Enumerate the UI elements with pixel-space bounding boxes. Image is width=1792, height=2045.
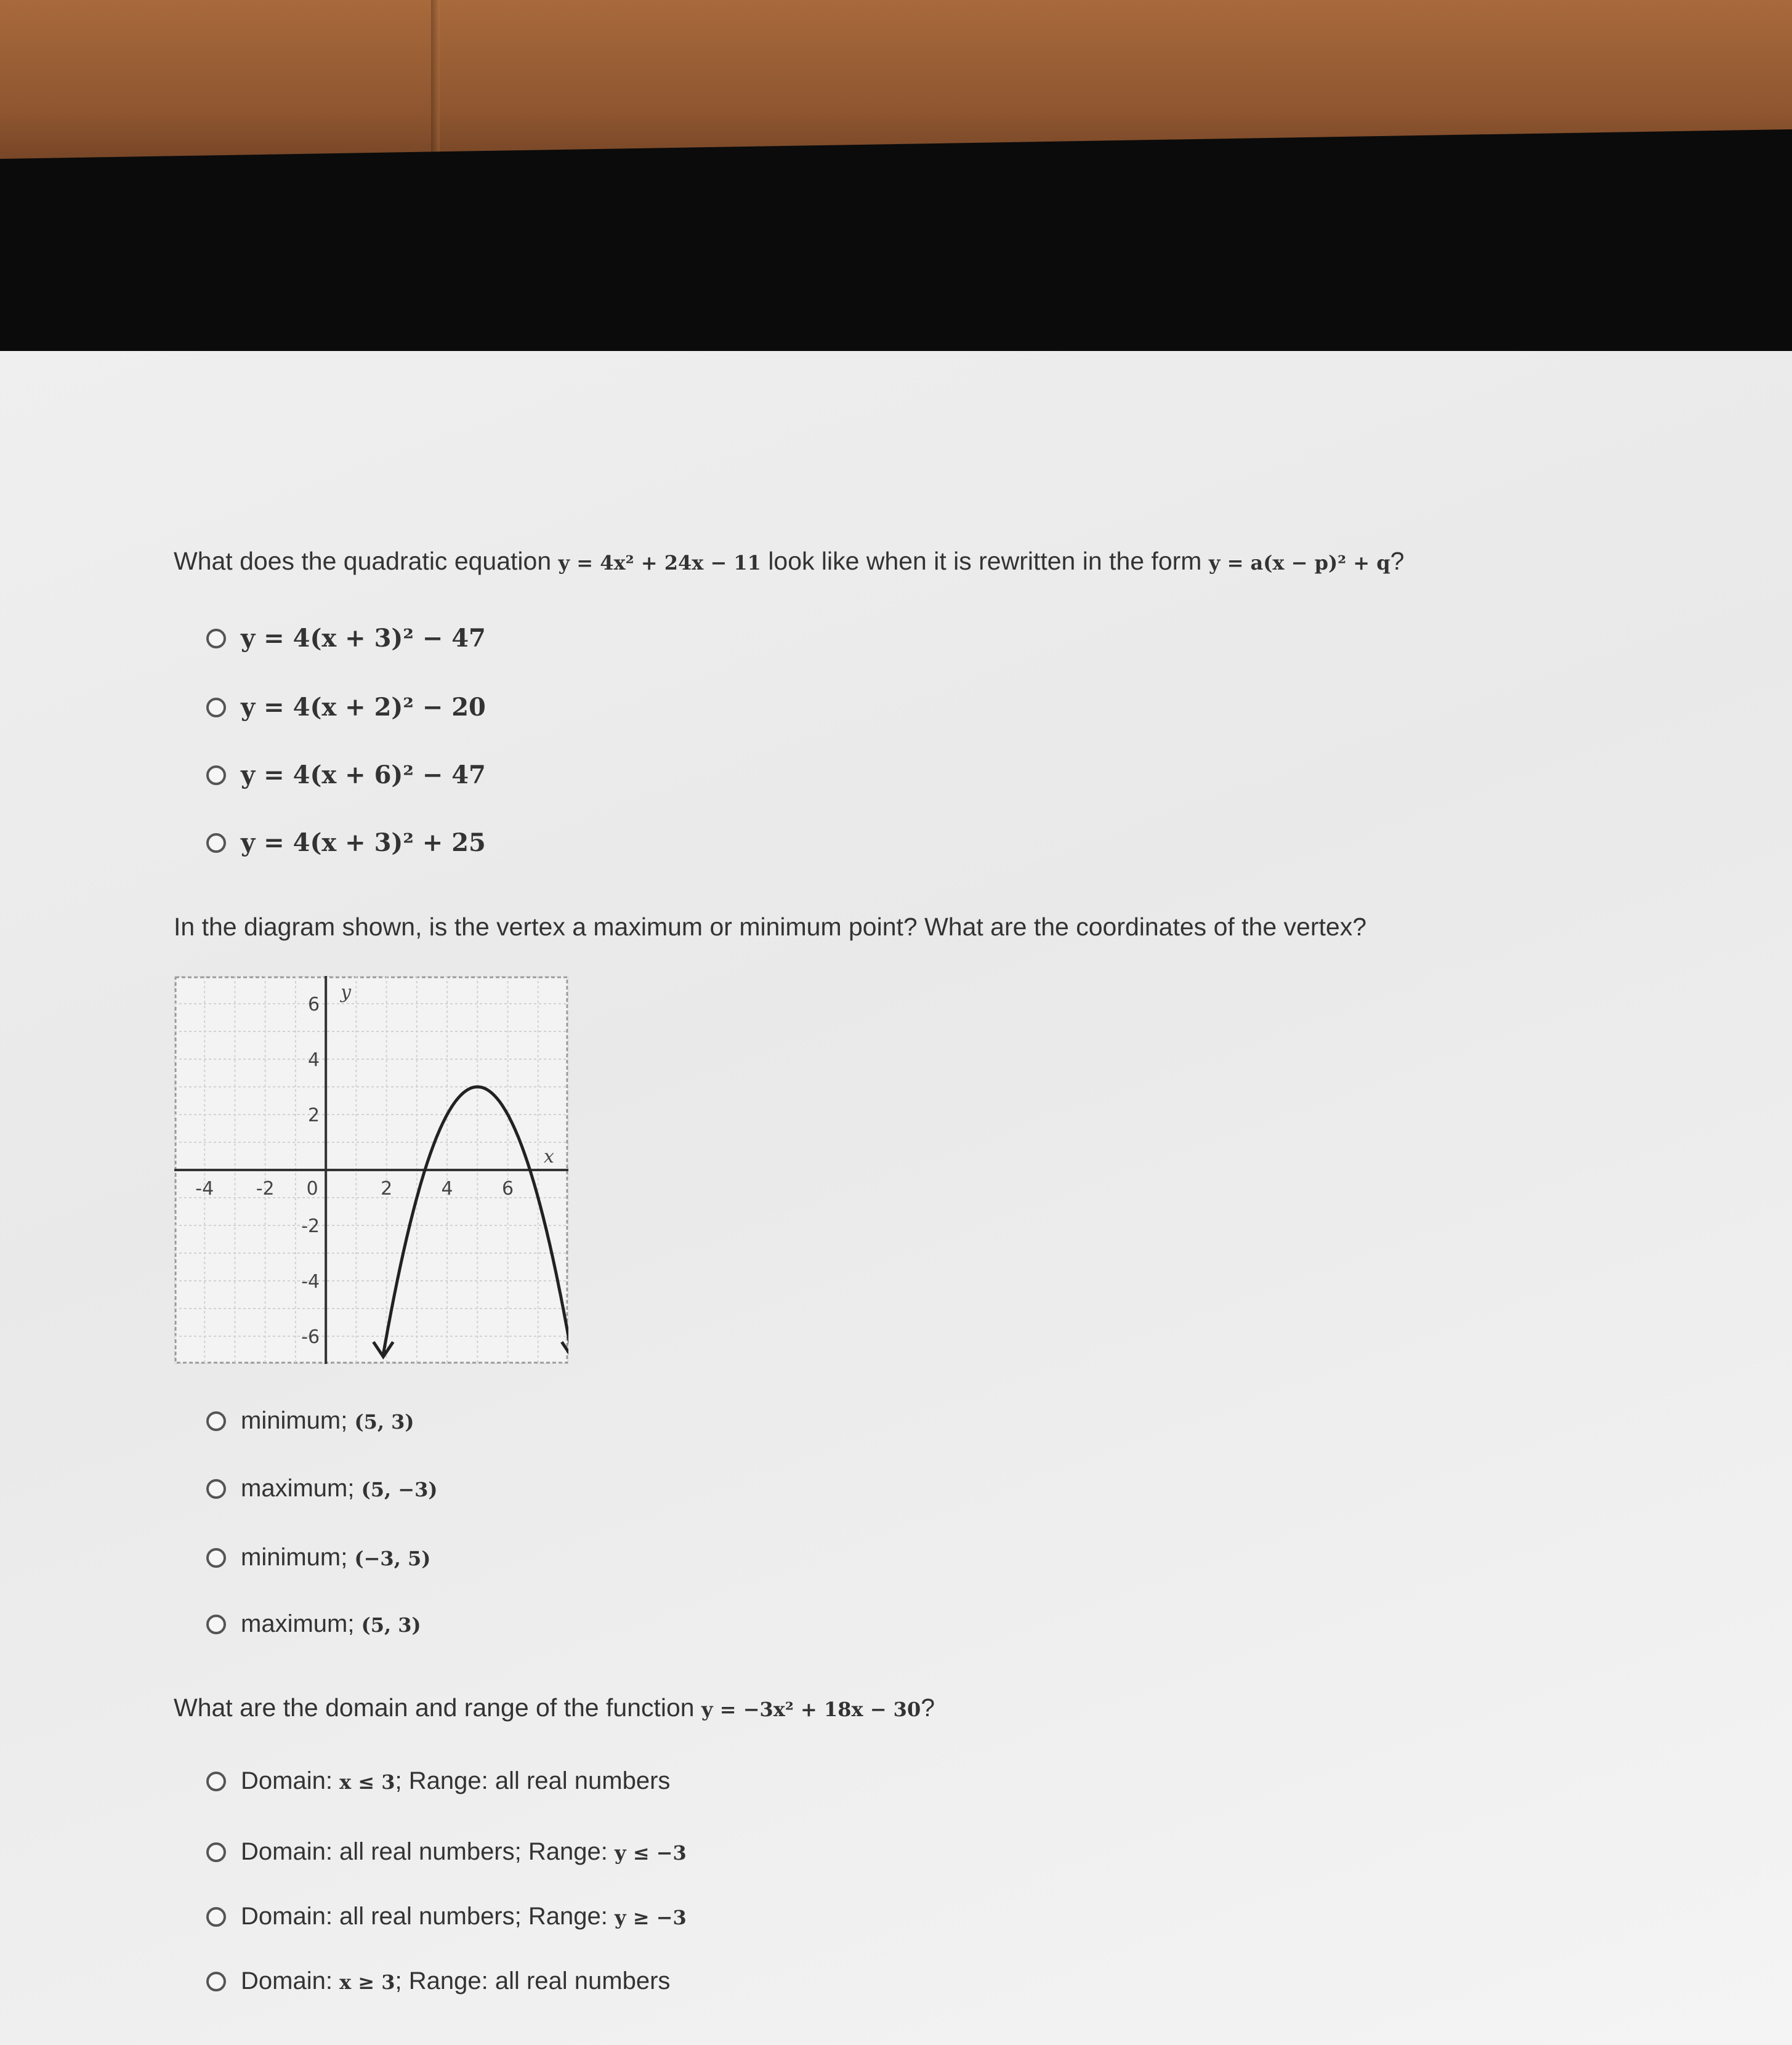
x-axis-label: x: [544, 1146, 554, 1168]
q3-option-text: ; Range: all real numbers: [395, 1767, 671, 1794]
x-tick-label: -2: [256, 1178, 275, 1200]
q1-option-label: y = 4(x + 3)² − 47: [241, 624, 486, 653]
q3-option-text: Domain: all real numbers; Range:: [241, 1838, 608, 1865]
q3-option-math: x ≥ 3: [339, 1970, 395, 1994]
y-tick-label: -4: [301, 1271, 320, 1293]
question-1-form: y = a(x − p)² + q: [1208, 551, 1390, 575]
q1-option-label: y = 4(x + 2)² − 20: [241, 693, 486, 722]
question-1-prefix: What does the quadratic equation: [174, 547, 552, 575]
q2-option-word: minimum;: [241, 1407, 348, 1434]
wall-seam: [431, 0, 440, 154]
y-tick-label: -2: [301, 1216, 320, 1237]
q1-option-label: y = 4(x + 3)² + 25: [241, 828, 486, 857]
monitor-bezel: [0, 129, 1792, 376]
y-tick-label: 6: [308, 994, 320, 1015]
radio-button[interactable]: [206, 765, 226, 785]
radio-button[interactable]: [206, 1548, 226, 1568]
x-tick-label: 6: [501, 1178, 514, 1200]
q3-option-1[interactable]: [206, 1767, 670, 1795]
q2-option-3[interactable]: [206, 1544, 430, 1571]
q3-option-2[interactable]: [206, 1838, 687, 1866]
radio-button[interactable]: [206, 1479, 226, 1499]
q3-option-text: Domain: all real numbers; Range:: [241, 1903, 608, 1930]
x-tick-label: -4: [195, 1178, 214, 1200]
q2-option-point: (5, 3): [361, 1613, 421, 1637]
q2-option-word: maximum;: [241, 1475, 355, 1502]
question-2-text: In the diagram shown, is the vertex a maximum or minimum point? What are the coordinates of the vertex?: [174, 913, 1366, 941]
question-1-text: [174, 547, 1404, 576]
question-1-suffix: ?: [1390, 547, 1405, 575]
question-1-equation: y = 4x² + 24x − 11: [558, 551, 761, 575]
q3-option-math: y ≤ −3: [614, 1841, 687, 1865]
q1-option-4[interactable]: [206, 828, 486, 857]
q2-option-point: (5, 3): [354, 1410, 414, 1434]
x-tick-label: 2: [381, 1178, 393, 1200]
radio-button[interactable]: [206, 1411, 226, 1431]
parabola-graph: [174, 976, 568, 1364]
radio-button[interactable]: [206, 1972, 226, 1991]
q1-option-label: y = 4(x + 6)² − 47: [241, 760, 486, 789]
x-tick-label: 0: [306, 1178, 318, 1200]
q3-option-text: Domain:: [241, 1767, 333, 1794]
question-3-equation: y = −3x² + 18x − 30: [701, 1698, 921, 1721]
q2-option-4[interactable]: [206, 1610, 421, 1638]
q1-option-2[interactable]: [206, 693, 486, 722]
q2-option-word: maximum;: [241, 1610, 355, 1637]
q3-option-3[interactable]: [206, 1903, 687, 1930]
q3-option-text: ; Range: all real numbers: [395, 1967, 671, 1995]
q1-option-1[interactable]: [206, 624, 486, 653]
q3-option-math: y ≥ −3: [614, 1906, 687, 1929]
radio-button[interactable]: [206, 698, 226, 717]
x-tick-label: 4: [441, 1178, 453, 1200]
q2-option-word: minimum;: [241, 1544, 348, 1571]
y-tick-label: 4: [308, 1049, 320, 1071]
q3-option-4[interactable]: [206, 1967, 670, 1995]
question-1-middle: look like when it is rewritten in the form: [768, 547, 1202, 575]
question-3-suffix: ?: [921, 1693, 935, 1722]
radio-button[interactable]: [206, 833, 226, 853]
radio-button[interactable]: [206, 1842, 226, 1862]
q2-option-point: (5, −3): [361, 1478, 438, 1501]
q3-option-math: x ≤ 3: [339, 1770, 395, 1794]
q1-option-3[interactable]: [206, 760, 486, 789]
q3-option-text: Domain:: [241, 1967, 333, 1995]
y-axis-label: y: [341, 982, 352, 1003]
radio-button[interactable]: [206, 1907, 226, 1927]
radio-button[interactable]: [206, 629, 226, 648]
q2-option-point: (−3, 5): [354, 1547, 431, 1570]
radio-button[interactable]: [206, 1615, 226, 1634]
y-tick-label: -6: [301, 1326, 320, 1348]
q2-option-1[interactable]: [206, 1407, 414, 1435]
y-tick-label: 2: [308, 1105, 320, 1126]
q2-option-2[interactable]: [206, 1475, 437, 1502]
question-3-prefix: What are the domain and range of the function: [174, 1693, 695, 1722]
question-3-text: [174, 1693, 935, 1722]
radio-button[interactable]: [206, 1772, 226, 1791]
